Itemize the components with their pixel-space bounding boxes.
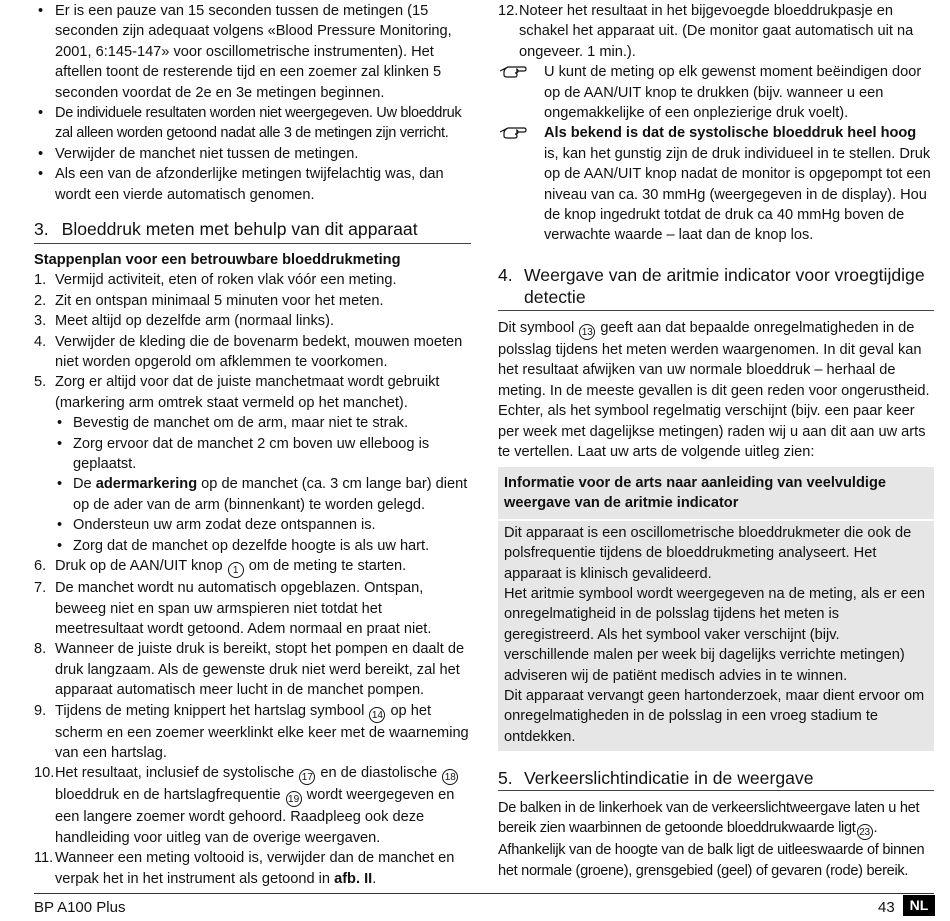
info-box — [498, 467, 934, 751]
step-number: 2. — [34, 292, 47, 309]
step-text: Verwijder de kleding die de bovenarm bedekt, mouwen moeten niet worden opgerold om afklemmen te voorkomen. — [55, 333, 463, 371]
text-run: op het scherm en een zoemer weerklinkt elke keer met de waarneming van een hartslag. — [55, 702, 469, 761]
info-paragraph: Dit apparaat vervangt geen hartonderzoek, maar dient ervoor om onregelmatigheden in de polsslag in een vroeg stadium te ontdekken. — [504, 688, 925, 745]
step-item — [34, 701, 471, 764]
step-text: Zorg er altijd voor dat de juiste manchetmaat wordt gebruikt (markering arm omtrek staat vermeld op het manchet). — [55, 374, 440, 411]
section-paragraph — [498, 798, 934, 881]
symbol-number-icon: 13 — [579, 324, 595, 340]
section-subhead: Stappenplan voor een betrouwbare bloeddrukmeting — [34, 252, 401, 268]
section-number: 4. — [498, 265, 513, 285]
step-number: 7. — [34, 580, 47, 597]
sub-list-item: • Ondersteun uw arm zodat deze ontspannen is. — [34, 515, 471, 535]
section-paragraph — [498, 318, 934, 462]
text-run: Tijdens de meting knippert het hartslag symbool — [55, 702, 369, 719]
text-run: . — [372, 870, 377, 887]
section-5-heading — [498, 767, 934, 791]
section-title: Weergave van de aritmie indicator voor vroegtijdige detectie — [524, 265, 925, 307]
section-3-heading — [34, 218, 471, 244]
symbol-number-icon: 19 — [286, 791, 302, 807]
step-number: 5. — [34, 374, 47, 391]
list-item: • Er is een pauze van 15 seconden tussen de metingen (15 seconden zijn adequaat volgens «Blood Pressure Monitoring, 2001, 6:145-147» voor oscillometrische instrumenten). Het aftellen toont de resterende tijd en een zoemer zal klinken 5 seconden voordat de 2e en 3e metingen beginnen. — [34, 1, 471, 103]
text-run: Wanneer een meting voltooid is, verwijder dan de manchet en verpak het in het instrument als getoond in — [55, 850, 455, 887]
pointing-hand-icon — [498, 124, 528, 146]
step-item — [34, 372, 471, 413]
text-run: Dit symbool — [498, 320, 579, 336]
text-run: om de meting te starten. — [244, 558, 407, 575]
text-run: bloeddruk en de hartslagfrequentie — [55, 787, 285, 804]
text-run: De — [73, 476, 96, 493]
section-number: 3. — [34, 219, 49, 239]
bold-term: Als bekend is dat de systolische bloeddruk heel hoog — [544, 125, 917, 142]
list-item: • Als een van de afzonderlijke metingen twijfelachtig was, dan wordt een vierde automatisch genomen. — [34, 164, 471, 205]
step-number: 4. — [34, 333, 47, 350]
symbol-number-icon: 18 — [442, 769, 458, 785]
bold-term: adermarkering — [95, 476, 198, 493]
list-item: • De individuele resultaten worden niet weergegeven. Uw bloeddruk zal alleen worden getoond nadat alle 3 de metingen zijn verricht. — [34, 103, 471, 144]
step-item — [34, 311, 471, 331]
text-run: geeft aan dat bepaalde onregelmatigheden in de polsslag tijdens het meten werden waargenomen. In dit geval kan het resultaat afwijken van uw normale bloeddruk – herhaal de meting. In de meeste gevallen is dit geen reden voor ongerustheid. Echter, als het symbool regelmatig verschijnt (bijv. een paar keer per week met dagelijkse metingen) raden wij u aan dit aan uw arts te vertellen. Laat uw arts de volgende uitleg zien: — [498, 320, 930, 461]
step-number: 11. — [34, 850, 54, 867]
step-text: Vermijd activiteit, eten of roken vlak vóór een meting. — [55, 272, 397, 289]
step-item — [34, 556, 471, 578]
section-title: Bloeddruk meten met behulp van dit apparaat — [61, 219, 418, 239]
section-4-heading — [498, 264, 934, 311]
symbol-number-icon: 17 — [299, 769, 315, 785]
symbol-number-icon: 14 — [369, 707, 385, 723]
footer-divider — [34, 893, 934, 894]
sub-list-item: • Zorg dat de manchet op dezelfde hoogte is als uw hart. — [34, 536, 471, 556]
step-item — [34, 639, 471, 700]
bold-term: afb. II — [334, 870, 373, 887]
sub-list-item — [34, 474, 471, 515]
info-paragraph: Het aritmie symbool wordt weergegeven na de meting, als er een onregelmatigheid in de polsslag tijdens het meten is geregistreerd. Als het symbool vaker verschijnt (bijv. verschillende malen per week bij dagelijks verrichte metingen) adviseren wij de patiënt medisch advies in te winnen. — [504, 586, 926, 684]
sub-list-item: • Zorg ervoor dat de manchet 2 cm boven uw elleboog is geplaatst. — [34, 434, 471, 475]
step-item — [34, 332, 471, 373]
step-item — [34, 763, 471, 848]
page-number: 43 — [878, 899, 895, 916]
info-box-title: Informatie voor de arts naar aanleiding van veelvuldige weergave van de aritmie indicator — [498, 467, 934, 521]
text-run: . Afhankelijk van de hoogte van de balk ligt de uitleeswaarde of binnen het normale (groene), grensgebied (geel) of gevaren (rode) bereik. — [498, 820, 925, 879]
section-number: 5. — [498, 768, 513, 788]
text-run: wordt weergegeven en een langere zoemer wordt gehoord. Raadpleeg ook deze handleiding voor uitleg van de overige weergaven. — [55, 787, 455, 846]
text-run: Het resultaat, inclusief de systolische — [55, 765, 299, 782]
tip-item — [498, 62, 934, 123]
step-item — [498, 1, 934, 62]
language-badge: NL — [903, 895, 935, 916]
info-box-body — [498, 521, 934, 751]
step-number: 8. — [34, 641, 47, 658]
tip-text: U kunt de meting op elk gewenst moment beëindigen door op de AAN/UIT knop te drukken (bijv. wanneer u een ongemakkelijke of een onplezierige druk voelt). — [544, 64, 922, 122]
text-run: en de diastolische — [316, 765, 442, 782]
section-title: Verkeerslichtindicatie in de weergave — [524, 768, 814, 788]
step-number: 10. — [34, 765, 55, 782]
step-number: 3. — [34, 313, 47, 330]
footer-model: BP A100 Plus — [34, 899, 126, 916]
list-item: • Verwijder de manchet niet tussen de metingen. — [34, 144, 471, 164]
text-run: op de manchet (ca. 3 cm lange bar) dient op de ader van de arm (binnenkant) te worden gelegd. — [73, 476, 468, 513]
step-text: Wanneer de juiste druk is bereikt, stopt het pompen en daalt de druk langzaam. Als de gewenste druk niet werd bereikt, zal het apparaat automatisch meer lucht in de manchet pompen. — [55, 641, 465, 699]
tip-item — [498, 123, 934, 245]
step-item — [34, 291, 471, 311]
tip-text: is, kan het gunstig zijn de druk individueel in te stellen. Druk op de AAN/UIT knop nadat de monitor is opgepompt tot een niveau van ca. 30 mmHg (weergegeven in de display). Hou de knop ingedrukt totdat de druk ca 40 mmHg boven de verwachte waarde – laat dan de knop los. — [544, 145, 931, 244]
info-paragraph: Dit apparaat is een oscillometrische bloeddrukmeter die ook de polsfrequentie tijdens de bloeddrukmeting analyseert. Het apparaat is klinisch gevalideerd. — [504, 524, 912, 582]
text-run: De balken in de linkerhoek van de verkeerslichtweergave laten u het bereik zien waarbinnen de getoonde bloeddrukwaarde ligt — [498, 800, 920, 837]
step-number: 1. — [34, 272, 47, 289]
step-number: 9. — [34, 702, 47, 719]
step-text: Zit en ontspan minimaal 5 minuten voor het meten. — [55, 292, 384, 309]
step-text: Noteer het resultaat in het bijgevoegde bloeddrukpasje en schakel het apparaat uit. (De monitor gaat automatisch uit na ongeveer. 1 min.). — [519, 3, 914, 60]
symbol-number-icon: 23 — [857, 824, 873, 840]
step-item — [34, 848, 471, 889]
step-item — [34, 578, 471, 639]
step-number: 6. — [34, 558, 47, 575]
step-number: 12. — [498, 3, 519, 19]
pointing-hand-icon — [498, 63, 528, 85]
step-text: Meet altijd op dezelfde arm (normaal links). — [55, 313, 335, 330]
symbol-number-icon: 1 — [228, 562, 244, 578]
step-item — [34, 270, 471, 290]
step-text: De manchet wordt nu automatisch opgeblazen. Ontspan, beweeg niet en span uw armspieren niet totdat het meetresultaat wordt getoond. Adem normaal en praat niet. — [55, 580, 432, 637]
sub-list-item: • Bevestig de manchet om de arm, maar niet te strak. — [34, 413, 471, 433]
text-run: Druk op de AAN/UIT knop — [55, 558, 227, 575]
